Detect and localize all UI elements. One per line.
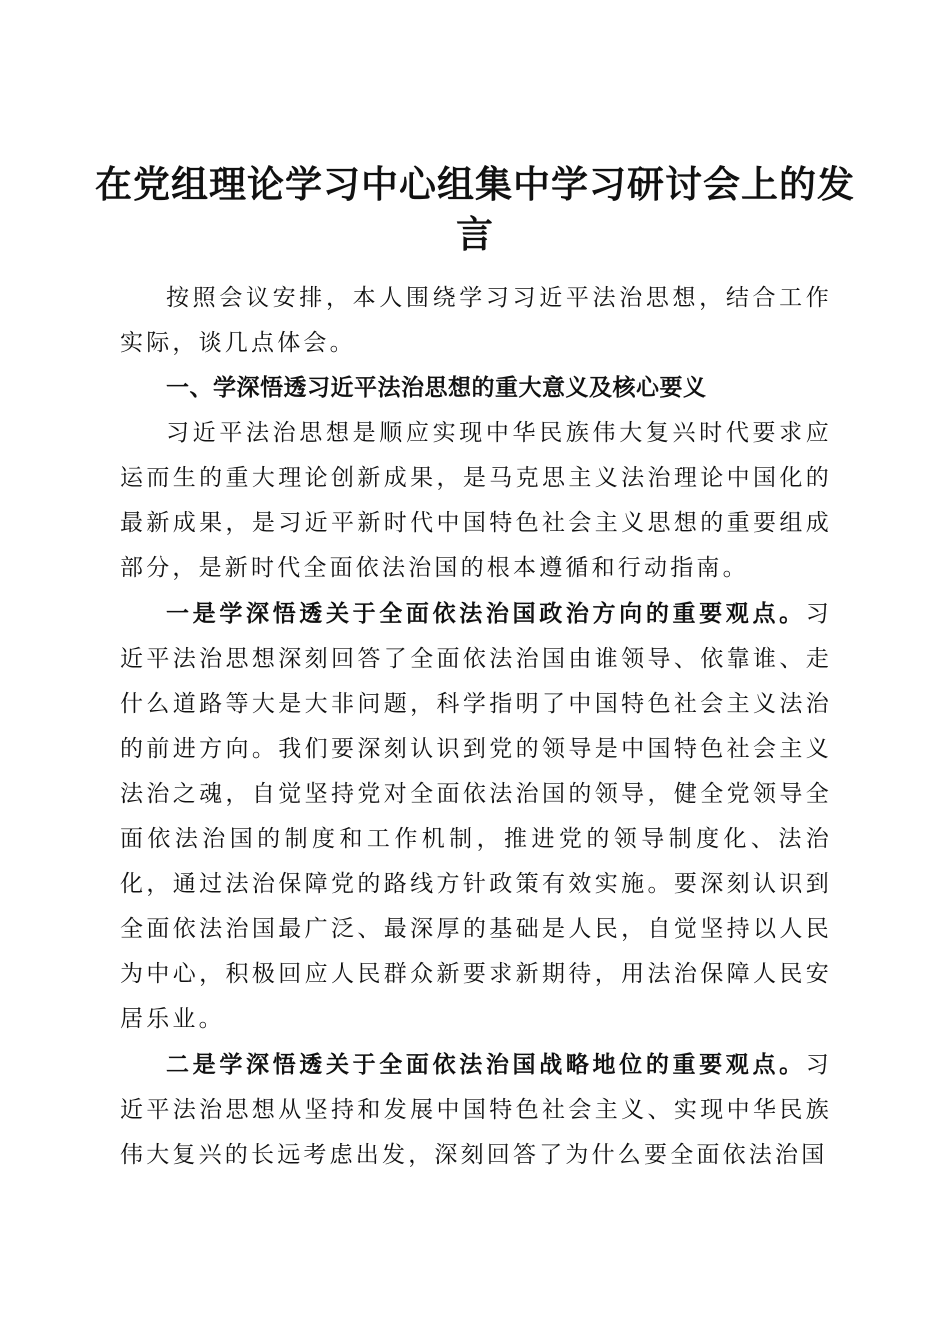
section-1-paragraph: 习近平法治思想是顺应实现中华民族伟大复兴时代要求应运而生的重大理论创新成果，是马克思主义法治理论中国化的最新成果，是习近平新时代中国特色社会主义思想的重要组成部分，是新时代全面依法治国的根本遵循和行动指南。	[120, 420, 832, 581]
document-body	[120, 276, 832, 1178]
point-1-paragraph	[120, 591, 832, 1042]
point-1-lead: 一是学深悟透关于全面依法治国政治方向的重要观点。	[166, 600, 806, 627]
point-2-lead: 二是学深悟透关于全面依法治国战略地位的重要观点。	[166, 1051, 806, 1078]
intro-paragraph: 按照会议安排，本人围绕学习习近平法治思想，结合工作实际，谈几点体会。	[120, 285, 832, 356]
document-title: 在党组理论学习中心组集中学习研讨会上的发言	[95, 161, 855, 256]
point-2-paragraph	[120, 1042, 832, 1178]
point-2-text: 习近平法治思想从坚持和发展中国特色社会主义、实现中华民族伟大复兴的长远考虑出发，深刻回答了为什么要全面依法治国	[120, 1052, 832, 1168]
point-1-text: 习近平法治思想深刻回答了全面依法治国由谁领导、依靠谁、走什么道路等大是大非问题，科学指明了中国特色社会主义法治的前进方向。我们要深刻认识到党的领导是中国特色社会主义法治之魂，自觉坚持党对全面依法治国的领导，健全党领导全面依法治国的制度和工作机制，推进党的领导制度化、法治化，通过法治保障党的路线方针政策有效实施。要深刻认识到全面依法治国最广泛、最深厚的基础是人民，自觉坚持以人民为中心，积极回应人民群众新要求新期待，用法治保障人民安居乐业。	[120, 601, 832, 1032]
section-heading-1: 一、学深悟透习近平法治思想的重大意义及核心要义	[166, 375, 707, 401]
